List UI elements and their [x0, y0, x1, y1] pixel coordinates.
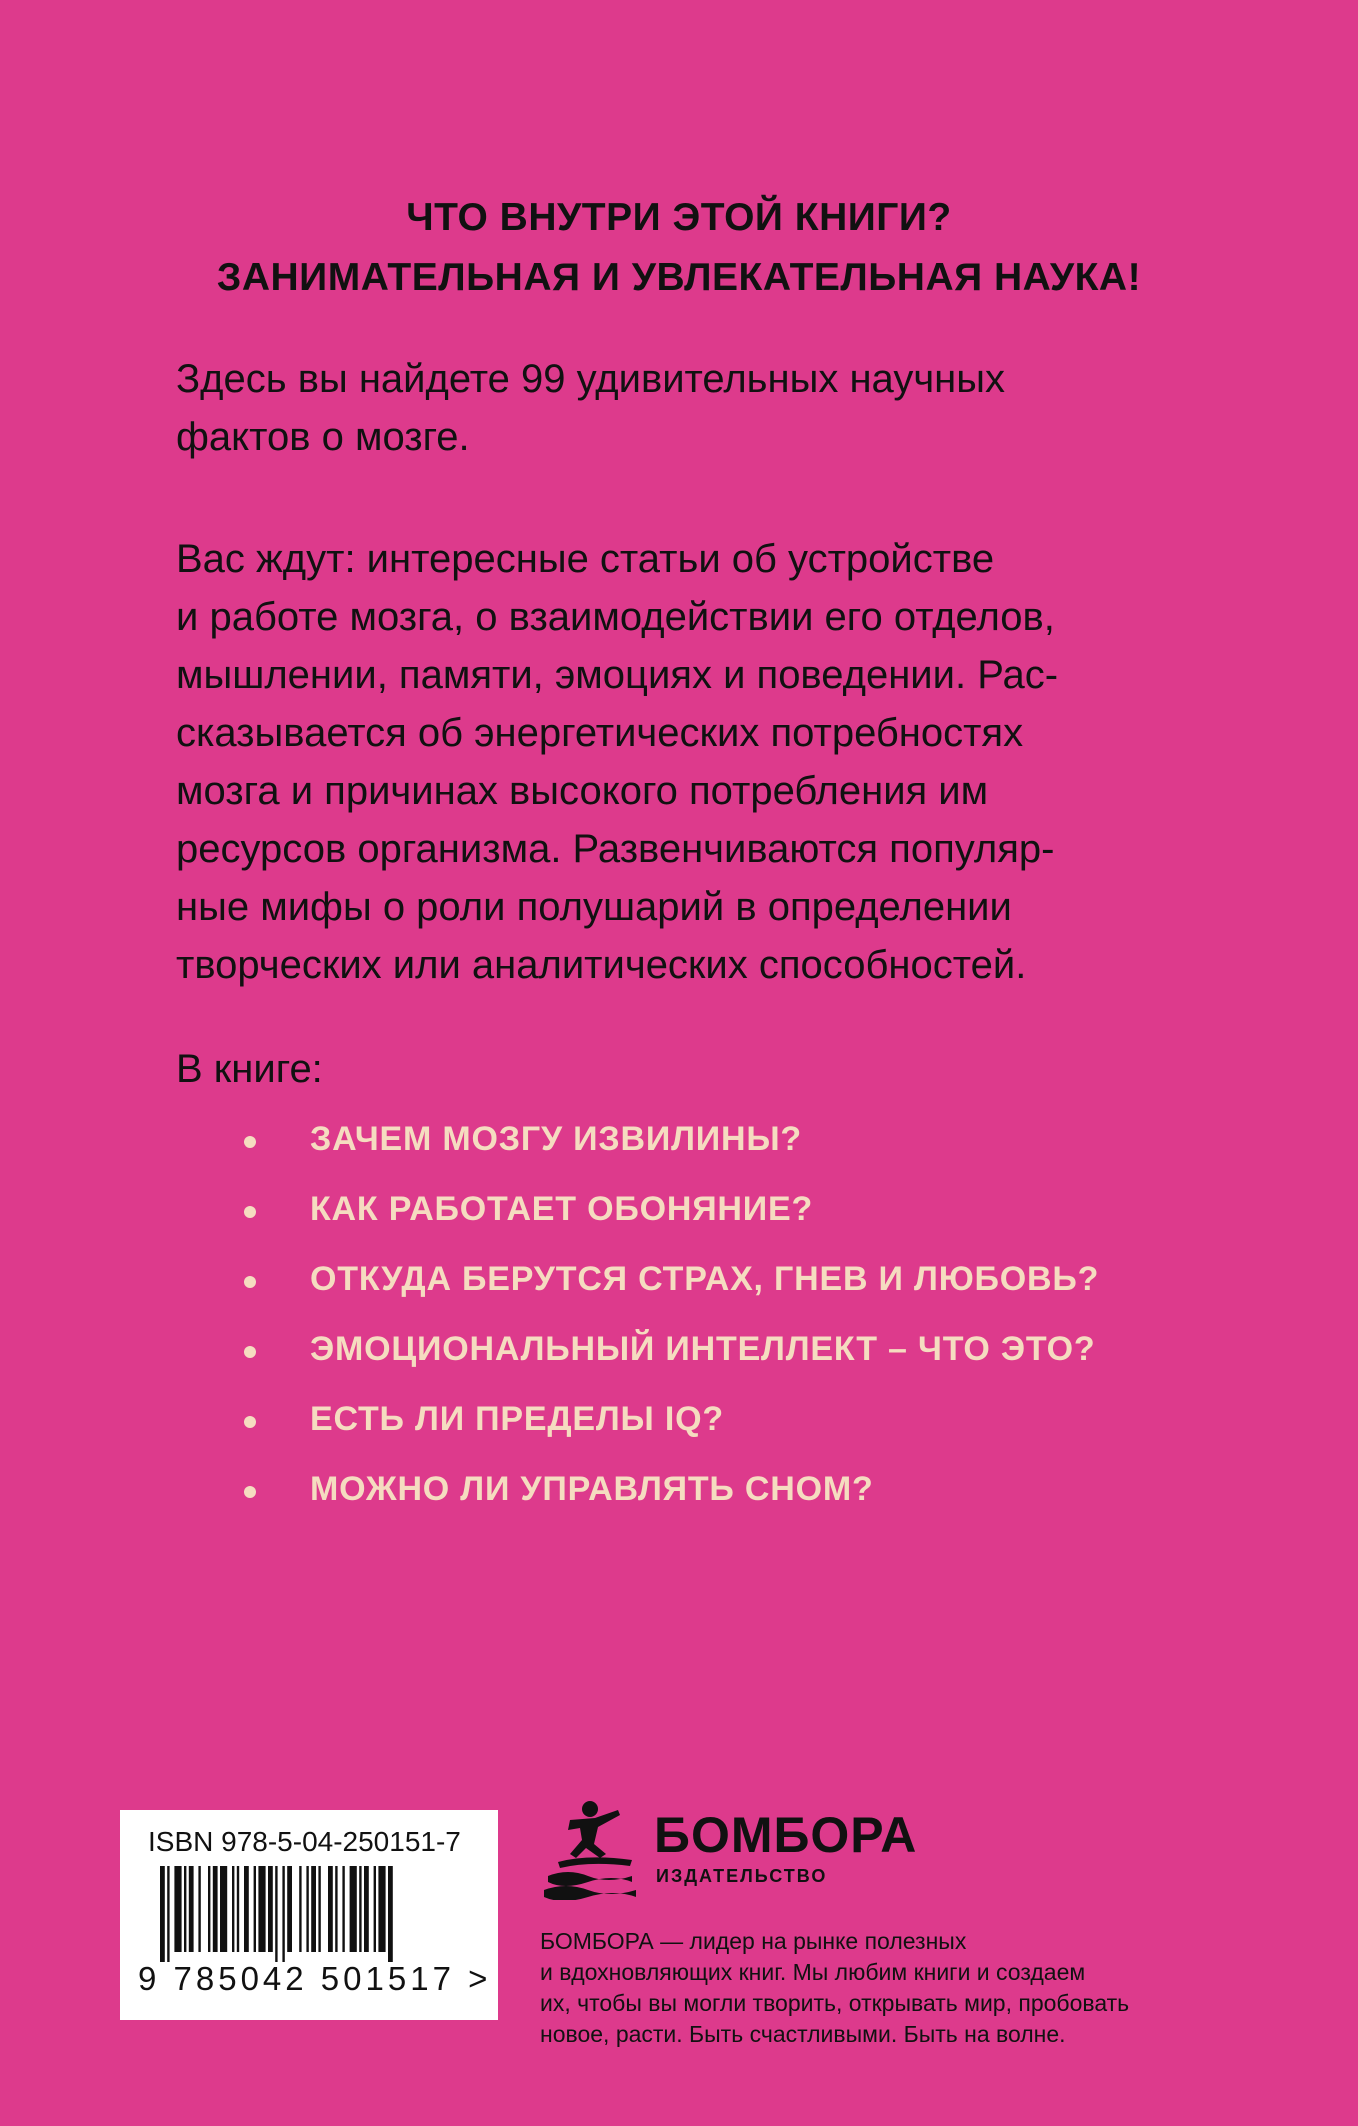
- bullet-icon: [244, 1276, 256, 1288]
- barcode-panel: [120, 1810, 498, 2020]
- description-paragraph: [176, 530, 1216, 994]
- description-line: сказывается об энергетических потребностях: [176, 711, 1024, 755]
- description-line: ресурсов организма. Развенчиваются популяр-: [176, 827, 1055, 871]
- isbn-text: ISBN 978-5-04-250151-7: [148, 1826, 461, 1857]
- intro-line: Здесь вы найдете 99 удивительных научных: [176, 357, 1006, 401]
- publisher-description: [540, 1926, 1220, 2050]
- barcode-icon: [160, 1866, 460, 1962]
- list-item-text: ОТКУДА БЕРУТСЯ СТРАХ, ГНЕВ И ЛЮБОВЬ?: [310, 1260, 1100, 1298]
- heading-line-1: ЧТО ВНУТРИ ЭТОЙ КНИГИ?: [406, 196, 952, 239]
- list-item-text: МОЖНО ЛИ УПРАВЛЯТЬ СНОМ?: [310, 1470, 874, 1508]
- bullet-icon: [244, 1206, 256, 1218]
- publisher-brand: БОМБОРА: [654, 1807, 918, 1863]
- description-line: ные мифы о роли полушарий в определении: [176, 885, 1012, 929]
- ean-number: 9 785042 501517 >: [138, 1960, 492, 1997]
- topic-list: [240, 1110, 1099, 1530]
- publisher-description-line: их, чтобы вы могли творить, открывать мир, пробовать: [540, 1990, 1130, 2016]
- bullet-icon: [244, 1136, 256, 1148]
- in-book-label: В книге:: [176, 1047, 323, 1091]
- list-item: [240, 1460, 1099, 1530]
- intro-line: фактов о мозге.: [176, 415, 470, 459]
- publisher-description-line: новое, расти. Быть счастливыми. Быть на волне.: [540, 2021, 1066, 2047]
- publisher-subtitle: ИЗДАТЕЛЬСТВО: [656, 1866, 828, 1886]
- description-line: творческих или аналитических способностей.: [176, 943, 1027, 987]
- list-item-text: ЭМОЦИОНАЛЬНЫЙ ИНТЕЛЛЕКТ – ЧТО ЭТО?: [310, 1330, 1096, 1368]
- bullet-icon: [244, 1486, 256, 1498]
- bullet-icon: [244, 1346, 256, 1358]
- description-line: Вас ждут: интересные статьи об устройстве: [176, 537, 995, 581]
- bullet-icon: [244, 1416, 256, 1428]
- list-item-text: ЕСТЬ ЛИ ПРЕДЕЛЫ IQ?: [310, 1400, 724, 1438]
- description-line: и работе мозга, о взаимодействии его отделов,: [176, 595, 1055, 639]
- list-item-text: КАК РАБОТАЕТ ОБОНЯНИЕ?: [310, 1190, 814, 1228]
- list-item: [240, 1390, 1099, 1460]
- list-item-text: ЗАЧЕМ МОЗГУ ИЗВИЛИНЫ?: [310, 1120, 802, 1158]
- list-item: [240, 1110, 1099, 1180]
- list-item: [240, 1320, 1099, 1390]
- description-line: мышлении, памяти, эмоциях и поведении. Рас-: [176, 653, 1059, 697]
- heading: [0, 188, 1358, 308]
- publisher-description-line: БОМБОРА — лидер на рынке полезных: [540, 1928, 967, 1954]
- list-item: [240, 1180, 1099, 1250]
- intro-paragraph: [176, 350, 1216, 466]
- description-line: мозга и причинах высокого потребления им: [176, 769, 989, 813]
- list-item: [240, 1250, 1099, 1320]
- publisher-description-line: и вдохновляющих книг. Мы любим книги и создаем: [540, 1959, 1086, 1985]
- surfer-logo-icon: [540, 1800, 642, 1900]
- heading-line-2: ЗАНИМАТЕЛЬНАЯ И УВЛЕКАТЕЛЬНАЯ НАУКА!: [216, 256, 1142, 299]
